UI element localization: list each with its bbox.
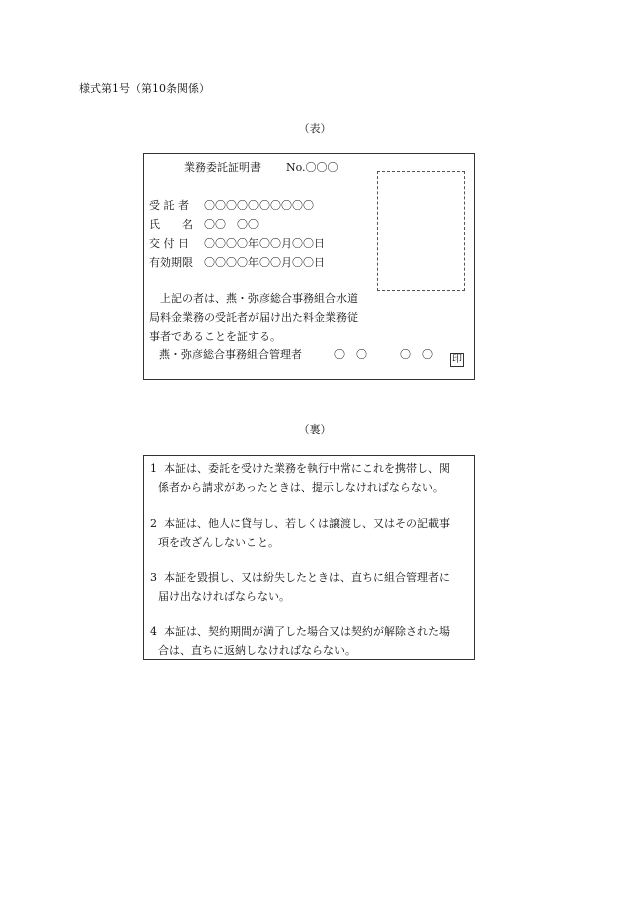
rule-text: 本証は、委託を受けた業務を執行中常にこれを携帯し、関 [164, 462, 450, 475]
field-value: 〇〇〇〇年〇〇月〇〇日 [204, 256, 325, 269]
front-card [143, 153, 475, 380]
field-row [149, 257, 325, 268]
rule-number: 4 [150, 625, 157, 638]
back-card [143, 455, 475, 660]
certification-line: 局料金業務の受託者が届け出た料金業務従 [149, 311, 358, 324]
back-side-label: （裏） [298, 423, 332, 436]
form-number-label: 様式第1号（第10条関係） [79, 82, 210, 95]
issuer-person: 〇 〇 〇 〇 [334, 348, 433, 361]
certification-line: 上記の者は、燕・弥彦総合事務組合水道 [160, 292, 358, 305]
rule-text-continued: 届け出なければならない。 [158, 590, 290, 603]
seal-mark [450, 347, 464, 367]
field-value: 〇〇〇〇年〇〇月〇〇日 [204, 237, 325, 250]
rule-text-continued: 係者から請求があったときは、提示しなければならない。 [158, 481, 444, 494]
field-label: 有効期限 [149, 256, 193, 269]
field-label: 交 付 日 [149, 237, 189, 250]
field-label: 氏 名 [149, 218, 193, 231]
certification-line: 事者であることを証する。 [149, 330, 281, 343]
rule-number: 3 [150, 571, 157, 584]
rule-text: 本証を毀損し、又は紛失したときは、直ちに組合管理者に [164, 571, 450, 584]
certificate-number: No.〇〇〇 [286, 161, 339, 174]
field-label: 受 託 者 [149, 199, 189, 212]
field-row [149, 200, 314, 211]
rule-text: 本証は、契約期間が満了した場合又は契約が解除された場 [164, 625, 450, 638]
rule-item [150, 622, 472, 660]
rule-item [150, 514, 472, 552]
issuer-name: 燕・弥彦総合事務組合管理者 [159, 348, 302, 361]
front-side-label: （表） [298, 122, 332, 135]
field-value: 〇〇〇〇〇〇〇〇〇〇 [204, 199, 314, 212]
rule-text: 本証は、他人に貸与し、若しくは譲渡し、又はその記載事 [164, 517, 450, 530]
rule-text-continued: 項を改ざんしないこと。 [158, 536, 279, 549]
field-row [149, 219, 259, 230]
certificate-title: 業務委託証明書 [184, 161, 261, 174]
photo-placeholder [377, 171, 465, 291]
rule-item [150, 568, 472, 606]
field-value: 〇〇 〇〇 [204, 218, 259, 231]
rule-number: 1 [150, 462, 157, 475]
rule-number: 2 [150, 517, 157, 530]
rule-text-continued: 合は、直ちに返納しなければならない。 [158, 644, 356, 657]
seal-label: 印 [452, 354, 462, 365]
field-row [149, 238, 325, 249]
rule-item [150, 459, 472, 497]
